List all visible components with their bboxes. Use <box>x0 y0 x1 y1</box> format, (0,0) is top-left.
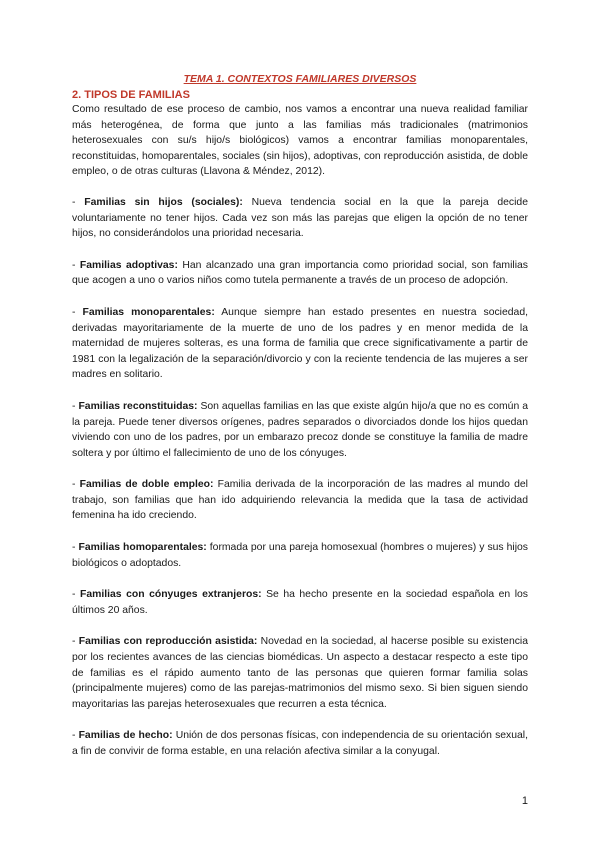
bullet-prefix: - <box>72 542 79 554</box>
bullet-prefix: - <box>72 259 80 271</box>
family-type-term: Familias de doble empleo: <box>79 479 214 491</box>
bullet-prefix: - <box>72 400 79 412</box>
page-number: 1 <box>521 795 528 807</box>
family-type-description: Aunque siempre han estado presentes en nuestra sociedad, derivadas mayoritariamente de la muerte de uno de los padres y en menor medida de la maternidad de mujeres solteras, es una forma de familia que crece significativamente a partir de 1981 con la legalización de la separación/divorcio y con la reciente tendencia de las mujeres a ser madres en solitario. <box>72 306 528 381</box>
bullet-prefix: - <box>72 196 85 208</box>
family-type-doble-empleo <box>72 477 528 524</box>
family-type-term: Familias homoparentales: <box>78 542 207 554</box>
family-type-de-hecho <box>72 728 528 759</box>
family-type-sin-hijos <box>72 195 528 242</box>
family-type-term: Familias con cónyuges extranjeros: <box>79 589 262 601</box>
family-type-description: Son aquellas familias en las que existe algún hijo/a que no es común a la pareja. Puede tener diversos orígenes, padres separados o divorciados donde los hijos quedan viviendo con uno de los padres, por un embarazo precoz donde se constituye la familia de madre soltera y por último el fallecimiento de uno de los cónyuges. <box>72 400 528 459</box>
bullet-prefix: - <box>72 479 80 491</box>
family-type-homoparentales <box>72 540 528 571</box>
bullet-prefix: - <box>72 636 79 648</box>
family-type-term: Familias de hecho: <box>78 730 173 742</box>
family-type-term: Familias con reproducción asistida: <box>78 636 258 648</box>
family-type-description: Novedad en la sociedad, al hacerse posible su existencia por los recientes avances de las ciencias biomédicas. Un aspecto a destacar respecto a este tipo de familias es el rápido aumento tanto de las personas que quieren formar familia solas (principalmente mujeres) como de las parejas-matrimonios del mismo sexo. Si bien siguen siendo mayoritarias las parejas heterosexuales que recurren a esta técnica. <box>72 636 529 710</box>
bullet-prefix: - <box>72 589 80 601</box>
family-type-reconstituidas <box>72 399 528 461</box>
family-type-conyuges-extranjeros <box>72 587 528 618</box>
family-type-reproduccion-asistida <box>72 634 528 712</box>
family-type-description: Nueva tendencia social en la que la pareja decide voluntariamente no tener hijos. Cada vez son más las parejas que eligen la opción de no tener hijos, no considerándolos una prioridad necesaria. <box>72 196 528 240</box>
section-heading: 2. TIPOS DE FAMILIAS <box>72 89 190 101</box>
family-type-description: formada por una pareja homosexual (hombres o mujeres) y sus hijos biológicos o adoptados. <box>72 542 528 569</box>
family-type-term: Familias reconstituidas: <box>78 400 198 412</box>
family-type-monoparentales <box>72 305 528 383</box>
family-type-description: Se ha hecho presente en la sociedad española en los últimos 20 años. <box>72 589 528 616</box>
intro-paragraph: Como resultado de ese proceso de cambio, nos vamos a encontrar una nueva realidad familiar más heterogénea, de forma que junto a las familias más tradicionales (matrimonios heterosexuales con su/s hijo/s biológicos) vamos a encontrar familias monoparentales, reconstituidas, homoparentales, sociales (sin hijos), adoptivas, con reproducción asistida, de doble empleo, o de otras culturas (Llavona & Méndez, 2012). <box>72 104 528 178</box>
family-type-adoptivas <box>72 258 528 289</box>
document-page <box>72 72 528 776</box>
family-type-description: Han alcanzado una gran importancia como prioridad social, son familias que acogen a uno o varios niños como tutela permanente a través de un proceso de adopción. <box>72 259 528 287</box>
bullet-prefix: - <box>72 306 83 318</box>
bullet-prefix: - <box>72 730 79 742</box>
family-type-term: Familias monoparentales: <box>82 306 215 318</box>
family-type-description: Familia derivada de la incorporación de las madres al mundo del trabajo, son familias que han ido adquiriendo relevancia la medida que la tasa de actividad femenina ha ido creciendo. <box>72 479 528 522</box>
family-type-term: Familias sin hijos (sociales): <box>84 196 243 208</box>
family-type-term: Familias adoptivas: <box>79 259 178 271</box>
document-title: TEMA 1. CONTEXTOS FAMILIARES DIVERSOS <box>183 73 417 85</box>
family-type-description: Unión de dos personas físicas, con independencia de su orientación sexual, a fin de convivir de forma estable, en una relación afectiva similar a la conyugal. <box>72 730 528 757</box>
